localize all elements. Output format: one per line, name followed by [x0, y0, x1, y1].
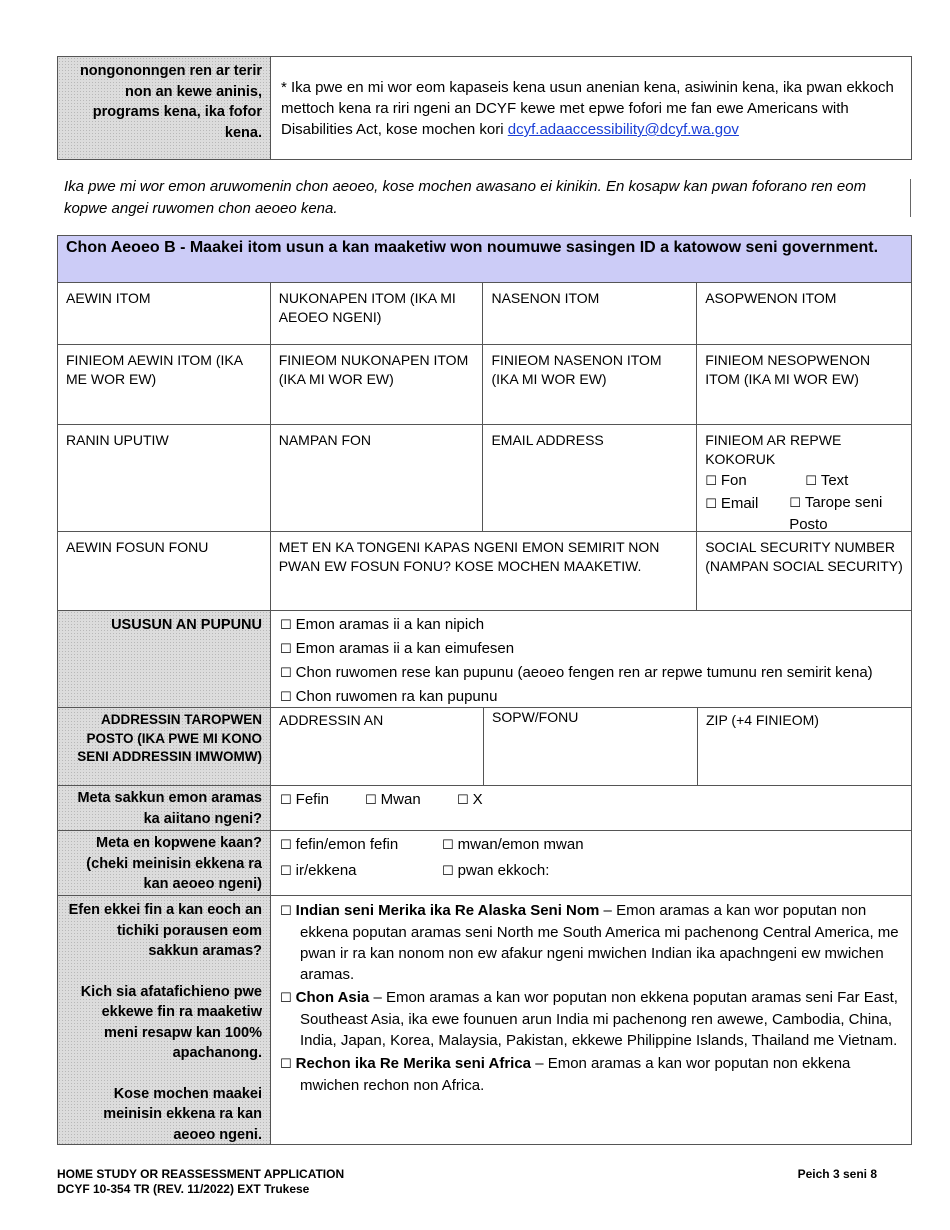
phone-label: NAMPAN FON: [278, 432, 372, 448]
mailing-street-label: ADDRESSIN AN: [279, 712, 384, 728]
sex-option-x-label: X: [472, 791, 483, 808]
gender-option-female-label: fefin/emon fefin: [295, 836, 399, 853]
section-b-header-text: Chon Aeoeo B - Maakei itom usun a kan maaketiw won noumuwe sasingen ID a katowow seni government.: [66, 239, 879, 256]
marital-status-row: [57, 610, 912, 708]
ada-text: * Ika pwe en mi wor eom kapaseis kena usun anenian kena, asiwinin kena, ika pwan ekkoch mettoch kena ra riri ngeni an DCYF kewe met epwe fofori me fan ewe Americans with Disabilities Act, kose mochen kori: [281, 79, 894, 138]
marital-option-divorced[interactable]: ☐ Emon aramas ii a kan eimufesen: [280, 640, 515, 657]
other-language-label: MET EN KA TONGENI KAPAS NGENI EMON SEMIRIT NON PWAN EW FOSUN FONU? KOSE MOCHEN MAAKETIW.: [278, 539, 660, 574]
contact-mail-checkbox[interactable]: ☐ Tarope seni Posto: [789, 494, 883, 533]
first-name-label: AEWIN ITOM: [66, 290, 151, 306]
gender-label: [58, 831, 271, 895]
marital-option-married[interactable]: ☐ Chon ruwomen ra kan pupunu: [280, 688, 498, 705]
suffix-field[interactable]: [697, 283, 912, 345]
race-options: [280, 900, 905, 1096]
other-first-name-field[interactable]: [58, 345, 271, 425]
mailing-state-field[interactable]: [484, 708, 698, 785]
footer-title: HOME STUDY OR REASSESSMENT APPLICATION: [57, 1167, 345, 1181]
last-name-label: NASENON ITOM: [491, 290, 600, 306]
race-option-black-text: – Emon aramas a kan wor poputan non ekkena mwichen rechon non Africa.: [300, 1055, 851, 1094]
contact-mail-label: Tarope seni Posto: [789, 494, 883, 533]
mailing-address-label-text: ADDRESSIN TAROPWEN POSTO (IKA PWE MI KONO SENI ADDRESSIN IMWOMW): [77, 712, 262, 764]
top-label: [58, 57, 271, 159]
mailing-address-row: [57, 707, 912, 786]
race-option-native-title: Indian seni Merika ika Re Alaska Seni Nom: [295, 902, 600, 919]
marital-option-divorced-label: Emon aramas ii a kan eimufesen: [295, 640, 515, 657]
footer-page-number: Peich 3 seni 8: [797, 1167, 877, 1181]
sex-option-x[interactable]: ☐ X: [457, 791, 483, 808]
sex-label: [58, 786, 271, 830]
middle-name-field[interactable]: [270, 283, 483, 345]
birthdate-label: RANIN UPUTIW: [66, 432, 169, 448]
phone-field[interactable]: [270, 425, 483, 532]
top-continuation-box: [57, 56, 912, 160]
top-label-text: nongononngen ren ar terir non an kewe aninis, programs kena, ika fofor kena.: [79, 63, 262, 141]
race-option-black-title: Rechon ika Re Merika seni Africa: [295, 1055, 532, 1072]
ada-email-link[interactable]: dcyf.adaaccessibility@dcyf.wa.gov: [507, 121, 739, 138]
marital-options: [280, 613, 910, 709]
gender-option-female[interactable]: ☐ fefin/emon fefin: [280, 836, 399, 853]
marital-status-label-text: USUSUN AN PUPUNU: [111, 617, 262, 633]
race-option-native[interactable]: ☐ Indian seni Merika ika Re Alaska Seni Nom – Emon aramas a kan wor poputan non ekkena poputan aramas seni North me South America mi pachenong Central America, me pwan ir ra kan nonom non ew afakur ngeni mwichen Indian ika apachngeni ew mwichen aramas.: [280, 902, 899, 983]
last-name-field[interactable]: [483, 283, 697, 345]
applicant-note-text: Ika pwe mi wor emon aruwomenin chon aeoeo, kose mochen awasano ei kinikin. En kosapw kan pwan foforano ren eom kopwe angei ruwomen chon aeoeo kena.: [64, 178, 867, 217]
footer-form-code: DCYF 10-354 TR (REV. 11/2022) EXT Trukese: [57, 1181, 310, 1196]
contact-text-checkbox[interactable]: ☐ Text: [805, 472, 849, 489]
marital-option-single-label: Emon aramas ii a kan nipich: [295, 616, 485, 633]
contact-text-label: Text: [820, 472, 849, 489]
contact-preference-cell: [697, 425, 912, 532]
section-b-header: [57, 235, 912, 283]
sex-option-male-label: Mwan: [380, 791, 421, 808]
gender-row: [57, 830, 912, 896]
race-label-question: Efen ekkei fin a kan eoch an tichiki porausen eom sakkun aramas?: [68, 902, 262, 959]
sex-label-text: Meta sakkun emon aramas ka aiitano ngeni?: [77, 790, 262, 827]
race-option-native-text: – Emon aramas a kan wor poputan non ekkena poputan aramas seni North me South America mi pachenong Central America, me pwan ir ra kan nonom non ew afakur ngeni mwichen Indian ika apachngeni ew mwichen aramas.: [300, 902, 899, 983]
mailing-zip-label: ZIP (+4 FINIEOM): [706, 712, 819, 728]
footer: [57, 1167, 877, 1196]
sex-options: [280, 788, 580, 812]
birthdate-field[interactable]: [58, 425, 271, 532]
middle-name-label: NUKONAPEN ITOM (IKA MI AEOEO NGENI): [278, 290, 456, 325]
sex-row: [57, 785, 912, 831]
primary-language-field[interactable]: [58, 532, 271, 611]
applicant-note: [64, 176, 904, 220]
email-label: EMAIL ADDRESS: [491, 432, 604, 448]
top-text-cell: [271, 77, 911, 140]
marital-option-single[interactable]: ☐ Emon aramas ii a kan nipich: [280, 616, 485, 633]
contact-fon-label: Fon: [720, 472, 747, 489]
gender-options: [280, 833, 680, 885]
mailing-address-label: [58, 708, 271, 785]
race-label: [58, 896, 271, 1144]
gender-option-other[interactable]: ☐ pwan ekkoch:: [442, 862, 550, 879]
other-middle-name-field[interactable]: [270, 345, 483, 425]
mailing-state-label: SOPW/FONU: [492, 709, 579, 725]
race-label-disclaimer: Kich sia afatafichieno pwe ekkewe fin ra maaketiw meni resapw kan 100% apachanong.: [80, 983, 262, 1061]
other-language-field[interactable]: [270, 532, 696, 611]
sex-option-female-label: Fefin: [295, 791, 330, 808]
contact-preference-label: FINIEOM AR REPWE KOKORUK: [705, 432, 842, 467]
other-suffix-field[interactable]: [697, 345, 912, 425]
ssn-label: SOCIAL SECURITY NUMBER (NAMPAN SOCIAL SECURITY): [705, 539, 903, 574]
marital-option-married-label: Chon ruwomen ra kan pupunu: [295, 688, 498, 705]
marital-status-label: [58, 611, 271, 707]
marital-option-domestic-label: Chon ruwomen rese kan pupunu (aeoeo fengen ren ar repwe tumunu ren semirit kena): [295, 664, 873, 681]
other-first-name-label: FINIEOM AEWIN ITOM (IKA ME WOR EW): [66, 352, 243, 387]
mailing-street-field[interactable]: [271, 708, 484, 785]
primary-language-label: AEWIN FOSUN FONU: [66, 539, 209, 555]
contact-email-label: Email: [720, 495, 759, 512]
other-middle-name-label: FINIEOM NUKONAPEN ITOM (IKA MI WOR EW): [278, 352, 469, 387]
race-option-asian-title: Chon Asia: [295, 989, 370, 1006]
gender-option-male-label: mwan/emon mwan: [457, 836, 584, 853]
gender-option-they[interactable]: ☐ ir/ekkena: [280, 862, 357, 879]
race-option-asian-text: – Emon aramas a kan wor poputan non ekkena poputan aramas seni Far East, Southeast Asia, ika ewe founuen arun India mi pachenong ren awewe, Cambodia, China, India, Japan, Korea, Malaysia, Pakistan, ekkewe Philippine Islands, Thailand me Vietnam.: [300, 989, 898, 1049]
gender-option-other-label: pwan ekkoch:: [457, 862, 550, 879]
race-option-asian[interactable]: ☐ Chon Asia – Emon aramas a kan wor poputan non ekkena poputan aramas seni Far East, Southeast Asia, ika ewe founuen arun India mi pachenong ren awewe, Cambodia, China, India, Japan, Korea, Malaysia, Pakistan, ekkewe Philippine Islands, Thailand me Vietnam.: [280, 989, 898, 1049]
race-row: [57, 895, 912, 1145]
other-suffix-label: FINIEOM NESOPWENON ITOM (IKA MI WOR EW): [705, 352, 871, 387]
sex-option-female[interactable]: ☐ Fefin: [280, 791, 330, 808]
contact-fon-checkbox[interactable]: ☐ Fon: [705, 472, 747, 489]
first-name-field[interactable]: [58, 283, 271, 345]
other-last-name-label: FINIEOM NASENON ITOM (IKA MI WOR EW): [491, 352, 662, 387]
gender-option-they-label: ir/ekkena: [295, 862, 357, 879]
marital-option-domestic[interactable]: ☐ Chon ruwomen rese kan pupunu (aeoeo fengen ren ar repwe tumunu ren semirit kena): [280, 664, 873, 681]
margin-bar: [910, 179, 911, 217]
race-option-black[interactable]: ☐ Rechon ika Re Merika seni Africa – Emon aramas a kan wor poputan non ekkena mwichen rechon non Africa.: [280, 1055, 851, 1094]
suffix-label: ASOPWENON ITOM: [705, 290, 837, 306]
other-last-name-field[interactable]: [483, 345, 697, 425]
contact-email-checkbox[interactable]: ☐ Email: [705, 495, 759, 512]
mailing-zip-field[interactable]: [698, 708, 911, 785]
ssn-field[interactable]: [697, 532, 912, 611]
gender-option-male[interactable]: ☐ mwan/emon mwan: [442, 836, 584, 853]
gender-label-text: Meta en kopwene kaan? (cheki meinisin ekkena ra kan aeoeo ngeni): [86, 835, 262, 892]
applicant-b-grid: [57, 282, 912, 611]
sex-option-male[interactable]: ☐ Mwan: [365, 791, 421, 808]
email-field[interactable]: [483, 425, 697, 532]
race-label-instruction: Kose mochen maakei meinisin ekkena ra kan aeoeo ngeni.: [103, 1085, 262, 1143]
